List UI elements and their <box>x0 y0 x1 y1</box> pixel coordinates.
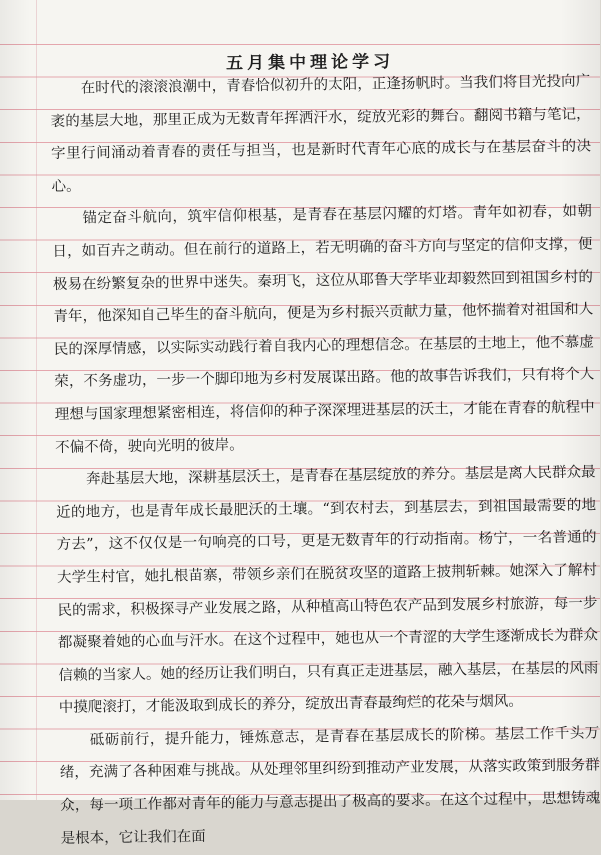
handwritten-body <box>50 65 601 855</box>
paragraph-grassroots: 奔赴基层大地，深耕基层沃土，是青春在基层绽放的养分。基层是离人民群众最近的地方，也是青年成长最肥沃的土壤。“到农村去，到基层去，到祖国最需要的地方去”，这不仅仅是一句响亮的口号，更是无数青年的行动指南。杨宁，一名普通的大学生村官，她扎根苗寨，带领乡亲们在脱贫攻坚的道路上披荆斩棘。她深入了解村民的需求，积极探寻产业发展之路，从种植高山特色农产品到发展乡村旅游，每一步都凝聚着她的心血与汗水。在这个过程中，她也从一个青涩的大学生逐渐成长为群众信赖的当家人。她的经历让我们明白，只有真正走进基层，融入基层，在基层的风雨中摸爬滚打，才能汲取到成长的养分，绽放出青春最绚烂的花朵与烟风。 <box>56 464 599 717</box>
page-margin-line <box>36 0 37 800</box>
paragraph-ability: 砥砺前行，提升能力，锤炼意志，是青春在基层成长的阶梯。基层工作千头万绪，充满了各种困难与挑战。从处理邻里纠纷到推动产业发展，从落实政策到服务群众，每一项工作都对青年的能力与意志提出了极高的要求。在这个过程中，思想铸魂是根本，它让我们在面 <box>59 725 601 847</box>
paragraph-intro: 在时代的滚滚浪潮中，青春恰似初升的太阳，正逢扬帆时。当我们将目光投向广袤的基层大地，那里正成为无数青年挥洒汗水，绽放光彩的舞台。翻阅书籍与笔记，字里行间涌动着青春的责任与担当，也是新时代青年心底的成长与在基层奋斗的决心。 <box>50 73 592 195</box>
page-title: 五月集中理论学习 <box>225 52 395 74</box>
paragraph-faith: 锚定奋斗航向，筑牢信仰根基，是青春在基层闪耀的灯塔。青年如初春，如朝日，如百卉之萌动。但在前行的道路上，若无明确的奋斗方向与坚定的信仰支撑，便极易在纷繁复杂的世界中迷失。秦玥飞，这位从耶鲁大学毕业却毅然回到祖国乡村的青年，他深知自己毕生的奋斗航向，便是为乡村振兴贡献力量，他怀揣着对祖国和人民的深厚情感，以实际实动践行着自我内心的理想信念。在基层的土地上，他不慕虚荣，不务虚功，一步一个脚印地为乡村发展谋出路。他的故事告诉我们，只有将个人理想与国家理想紧密相连，将信仰的种子深深埋进基层的沃土，才能在青春的航程中不偏不倚，驶向光明的彼岸。 <box>52 203 595 456</box>
